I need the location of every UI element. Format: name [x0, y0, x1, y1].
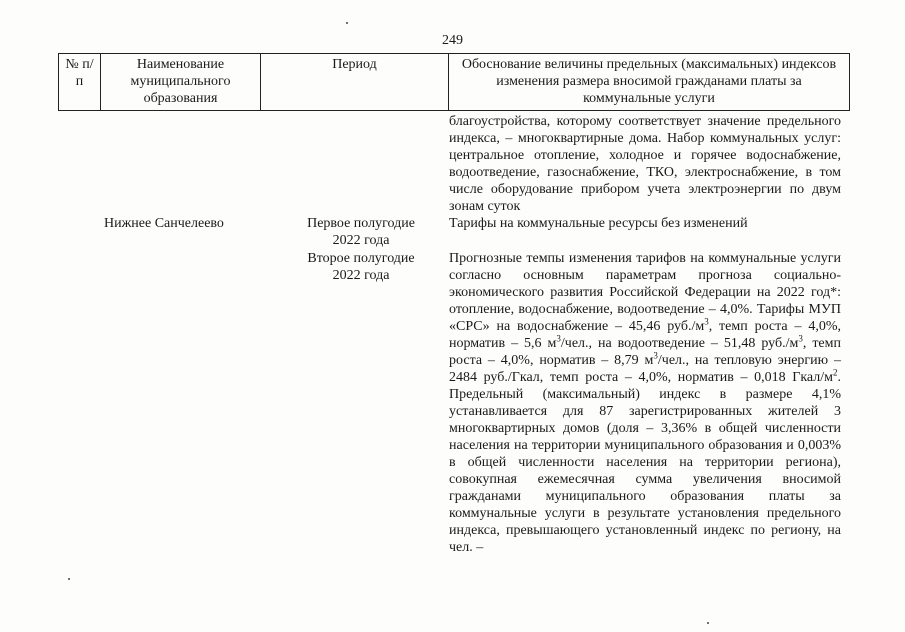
text-part: /чел., на тепловую энергию – 2484 руб./Гкал, темп роста – 4,0%, норматив – 0,018 Гкал/м	[449, 353, 841, 385]
superscript-2: 2	[833, 367, 838, 378]
header-number: № п/п	[59, 54, 101, 111]
scan-speck	[707, 622, 709, 624]
justification-first-half: Тарифы на коммунальные ресурсы без изменений	[449, 216, 748, 231]
scan-speck	[68, 578, 70, 580]
page-number: 249	[442, 33, 463, 48]
continuation-text: благоустройства, которому соответствует значение предельного индекса, – многоквартирные дома. Набор коммунальных услуг: центральное отопление, холодное и горячее водоснабжение, водоотведение, газоснабжение, ТКО, электроснабжение, в том числе оборудование прибором учета электроэнергии по двум зонам суток	[449, 114, 841, 214]
scan-speck	[346, 22, 348, 24]
municipality-name: Нижнее Санчелеево	[104, 216, 224, 231]
period-second-half: Второе полугодие 2022 года	[307, 251, 415, 283]
header-justification: Обоснование величины предельных (максимальных) индексов изменения размера вносимой гражданами платы за коммунальные услуги	[449, 54, 850, 111]
header-municipality: Наименование муниципального образования	[101, 54, 261, 111]
text-part: /чел., на водоотведение – 51,48 руб./м	[560, 336, 799, 351]
text-part: . Предельный (максимальный) индекс в размере 4,1% устанавливается для 87 зарегистрированных жителей 3 многоквартирных домов (доля – 3,36% в общей численности населения на территории муниципального образования и 0,003% в общей численности населения на территории региона), совокупная ежемесячная сумма увеличения вносимой гражданами муниципального образования платы за коммунальные услуги в результате установления предельного индекса, превышающего установленный индекс по региону, на чел. –	[449, 370, 841, 555]
superscript-3: 3	[556, 333, 561, 344]
period-first-half: Первое полугодие 2022 года	[307, 216, 415, 248]
superscript-3: 3	[653, 350, 658, 361]
text-part: Прогнозные темпы изменения тарифов на коммунальные услуги согласно основным параметрам прогноза социально-экономического развития Российской Федерации на 2022 год*: отопление, водоснабжение, водоотведение – 4,0%. Тарифы МУП «СРС» на водоснабжение – 45,46 руб./м	[449, 251, 841, 334]
header-period: Период	[261, 54, 449, 111]
table-header	[58, 53, 850, 111]
superscript-3: 3	[704, 316, 709, 327]
text-part: , темп роста – 4,0%, норматив – 5,6 м	[449, 319, 841, 351]
justification-second-half	[449, 250, 841, 556]
superscript-3: 3	[798, 333, 803, 344]
text-part: , темп роста – 4,0%, норматив – 8,79 м	[449, 336, 841, 368]
